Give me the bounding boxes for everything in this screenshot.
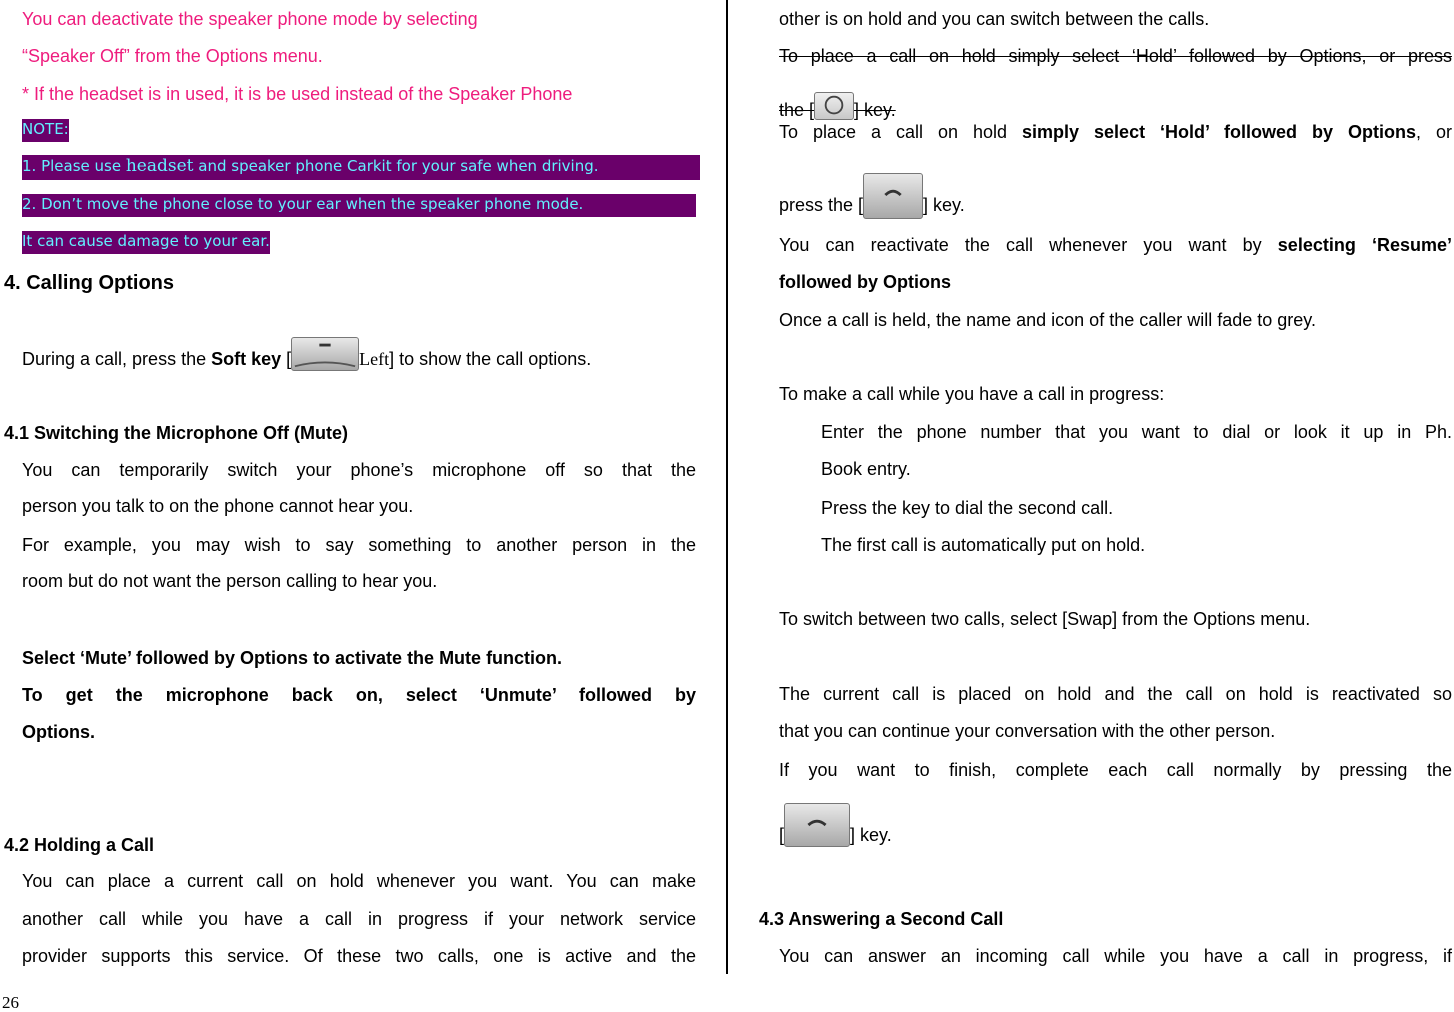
- section-4-heading: 4. Calling Options: [4, 272, 175, 294]
- answer-line1: You can answer an incoming call while you have a call in progress, if: [779, 946, 1452, 966]
- unmute-instruction-line2: Options.: [22, 722, 95, 742]
- call-options-post: ] to show the call options.: [389, 349, 592, 369]
- mute-paragraph2-line2: room but do not want the person calling to hear you.: [22, 571, 438, 591]
- finish-line2: [779, 803, 892, 847]
- send-key-icon: [814, 92, 854, 120]
- call-options-text: [22, 337, 591, 371]
- struck-hold-pre: the [: [779, 100, 815, 120]
- unmute-instruction-line1: To get the microphone back on, select ‘Unmute’ followed by: [22, 685, 696, 705]
- section-4-2-heading: 4.2 Holding a Call: [4, 835, 155, 855]
- resume-pre: You can reactivate the call whenever you want by: [779, 235, 1278, 255]
- press-key-post: ] key.: [923, 195, 965, 215]
- bullet1-line1: Enter the phone number that you want to dial or look it up in Ph.: [821, 422, 1452, 442]
- place-hold-pre: To place a call on hold: [779, 122, 1023, 142]
- mute-paragraph1-line1: You can temporarily switch your phone’s microphone off so that the: [22, 460, 696, 480]
- finish-pre: [: [779, 825, 785, 845]
- column-divider: [726, 0, 728, 974]
- resume-bold: selecting ‘Resume’: [1277, 235, 1452, 255]
- hold-line3: provider supports this service. Of these two calls, one is active and the: [22, 946, 696, 966]
- headset-note-text: * If the headset is in used, it is be used instead of the Speaker Phone: [22, 84, 573, 104]
- speaker-off-text-line2: “Speaker Off” from the Options menu.: [22, 46, 323, 66]
- place-hold-post: , or: [1416, 122, 1453, 142]
- finish-post: ] key.: [850, 825, 892, 845]
- end-key-icon: [784, 803, 850, 847]
- current-call-line1: The current call is placed on hold and the call on hold is reactivated so: [779, 684, 1452, 704]
- note-line3: It can cause damage to your ear.: [22, 231, 270, 254]
- make-call-intro: To make a call while you have a call in progress:: [779, 384, 1165, 404]
- call-key-icon: [863, 173, 923, 219]
- section-4-3-heading: 4.3 Answering a Second Call: [759, 909, 1004, 929]
- mute-paragraph2-line1: For example, you may wish to say something to another person in the: [22, 535, 696, 555]
- left-softkey-icon: [291, 337, 359, 371]
- place-hold-line: [779, 123, 1452, 141]
- struck-hold-line1: To place a call on hold simply select ‘Hold’ followed by Options, or press: [779, 46, 1452, 66]
- note-label: NOTE:: [22, 119, 69, 142]
- call-options-pre: During a call, press the: [22, 349, 212, 369]
- mute-instruction: Select ‘Mute’ followed by Options to activate the Mute function.: [22, 648, 563, 668]
- note-line2: 2. Don’t move the phone close to your ear when the speaker phone mode.: [22, 194, 696, 217]
- note-line1-headset: headset: [125, 156, 194, 176]
- note-line1-pre: 1. Please use: [22, 157, 126, 175]
- resume-line1: [779, 236, 1452, 254]
- speaker-off-text-line1: You can deactivate the speaker phone mode by selecting: [22, 9, 478, 29]
- note-line1-post: and speaker phone Carkit for your safe when driving.: [193, 157, 599, 175]
- struck-hold-line2: [779, 92, 896, 120]
- note-line1: [22, 155, 700, 180]
- mute-paragraph1-line2: person you talk to on the phone cannot hear you.: [22, 496, 414, 516]
- finish-line1: If you want to finish, complete each call normally by pressing the: [779, 760, 1452, 780]
- section-4-1-heading: 4.1 Switching the Microphone Off (Mute): [4, 423, 348, 443]
- struck-hold-post: ] key.: [854, 100, 896, 120]
- place-hold-bold: simply select ‘Hold’ followed by Options: [1022, 122, 1417, 142]
- hold-line2: another call while you have a call in progress if your network service: [22, 909, 696, 929]
- left-key-text: Left: [359, 349, 390, 369]
- page-number: 26: [2, 993, 19, 1012]
- press-key-line: [779, 173, 965, 219]
- bullet1-line2: Book entry.: [821, 459, 911, 479]
- bullet2-text: Press the key to dial the second call.: [821, 498, 1114, 518]
- press-key-pre: press the [: [779, 195, 864, 215]
- bullet2-subtext: The first call is automatically put on hold.: [821, 535, 1146, 555]
- call-options-bracket: [: [281, 349, 292, 369]
- held-fade-note: Once a call is held, the name and icon of the caller will fade to grey.: [779, 310, 1316, 330]
- hold-continued-text: other is on hold and you can switch between the calls.: [779, 9, 1210, 29]
- current-call-line2: that you can continue your conversation with the other person.: [779, 721, 1276, 741]
- soft-key-label: Soft key: [211, 349, 282, 369]
- resume-line2: followed by Options: [779, 272, 951, 292]
- hold-line1: You can place a current call on hold whenever you want. You can make: [22, 871, 696, 891]
- swap-text: To switch between two calls, select [Swap] from the Options menu.: [779, 609, 1311, 629]
